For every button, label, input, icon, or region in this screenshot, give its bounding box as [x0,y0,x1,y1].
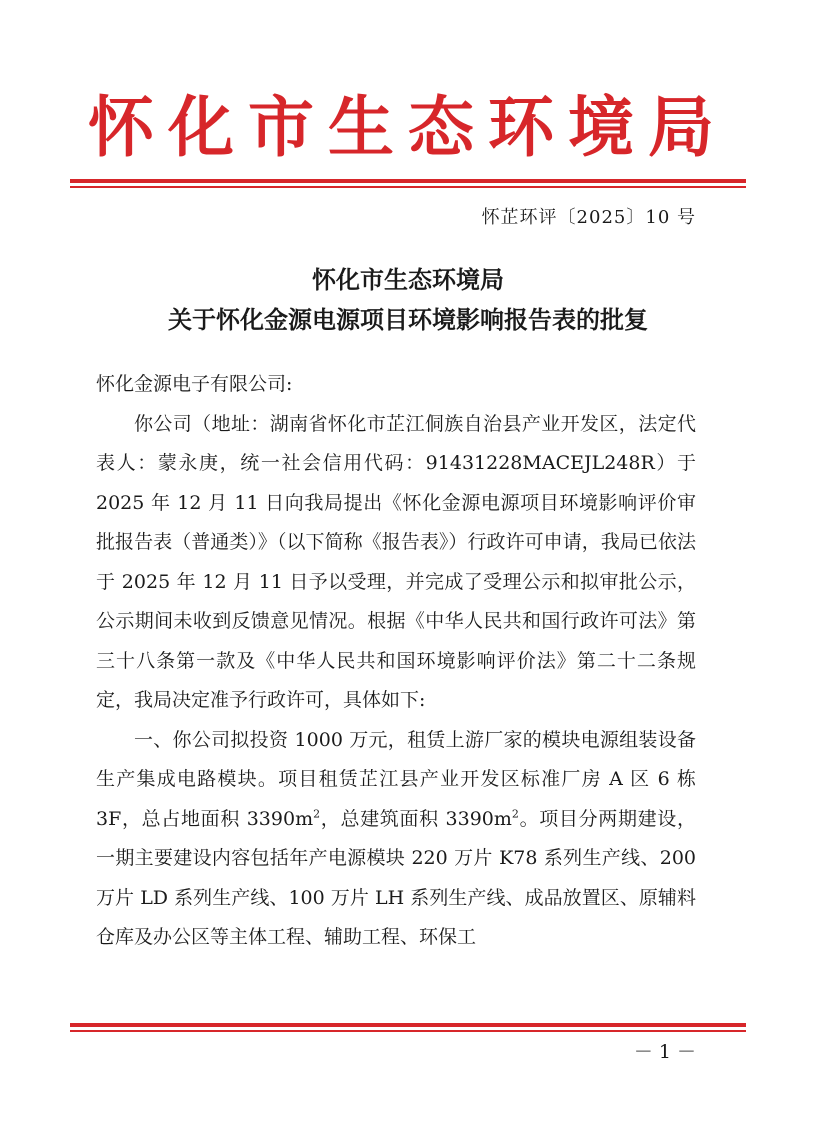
document-number: 怀芷环评〔2025〕10 号 [481,207,696,228]
page-number: － 1 － [633,1041,696,1063]
title-line-1: 怀化市生态环境局 [312,266,504,294]
superscript-2-a: 2 [313,807,321,821]
paragraph-2 [96,721,696,958]
paragraph-2-part-b: ，总建筑面积 3390m [320,807,512,830]
footer-rule-thin [70,1030,746,1032]
footer-rule-thick [70,1023,746,1027]
agency-masthead: 怀化市生态环境局 [88,88,728,166]
paragraph-2-part-a: 一、你公司拟投资 1000 万元，租赁上游厂家的模块电源组装设备生产集成电路模块。项目租赁芷江县产业开发区标准厂房 A 区 6 栋 3F，总占地面积 3390m [96,728,696,830]
header-rule-thin [70,186,746,188]
superscript-2-b: 2 [511,807,519,821]
paragraph-1: 你公司（地址：湖南省怀化市芷江侗族自治县产业开发区，法定代表人：蒙永庚，统一社会信用代码：91431228MACEJL248R）于 2025 年 12 月 11 日向我局提出《怀化金源电源项目环境影响评价审批报告表（普通类）》（以下简称《报告表》）行政许可申请，我局已依法于 2025 年 12 月 11 日予以受理，并完成了受理公示和拟审批公示，公示期间未收到反馈意见情况。根据《中华人民共和国行政许可法》第三十八条第一款及《中华人民共和国环境影响评价法》第二十二条规定，我局决定准予行政许可，具体如下: [96,412,696,711]
title-line-2: 关于怀化金源电源项目环境影响报告表的批复 [168,306,648,334]
header-rule-thick [70,179,746,183]
salutation: 怀化金源电子有限公司: [96,373,293,395]
document-body [96,365,696,958]
paragraph-2-part-c: 。项目分两期建设，一期主要建设内容包括年产电源模块 220 万片 K78 系列生产线、200 万片 LD 系列生产线、100 万片 LH 系列生产线、成品放置区、原辅料仓库及办公区等主体工程、辅助工程、环保工 [96,807,696,948]
